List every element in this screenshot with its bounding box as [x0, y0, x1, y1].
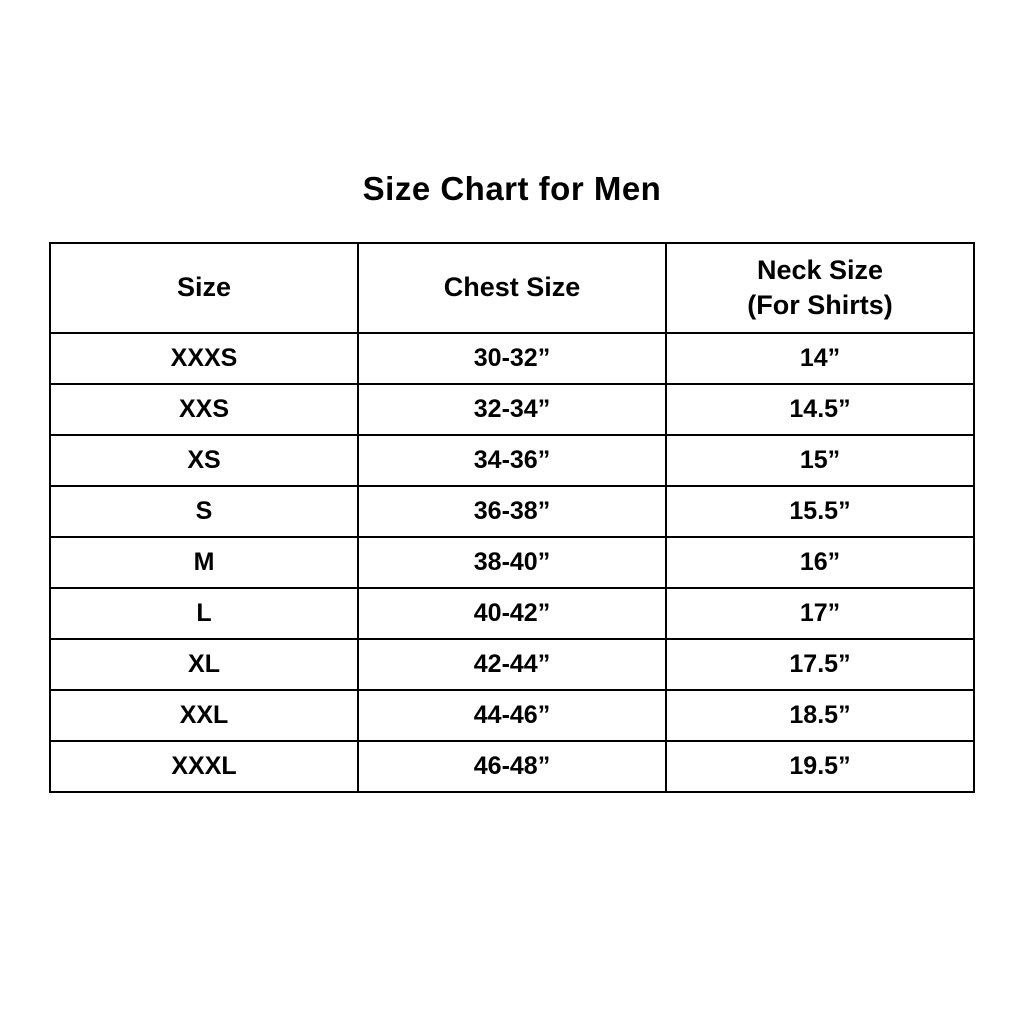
header-sublabel: (For Shirts) [747, 290, 893, 320]
chest-size-cell: 32-34” [358, 384, 666, 435]
header-label: Chest Size [443, 272, 581, 303]
chest-size-cell: 40-42” [358, 588, 666, 639]
size-chart-table [49, 242, 975, 793]
neck-size-cell: 17.5” [666, 639, 974, 690]
neck-size-cell: 15” [666, 435, 974, 486]
header-cell-size [50, 243, 358, 333]
size-cell: L [50, 588, 358, 639]
header-cell-chest-size [358, 243, 666, 333]
chest-size-cell: 42-44” [358, 639, 666, 690]
chest-size-cell: 44-46” [358, 690, 666, 741]
neck-size-cell: 16” [666, 537, 974, 588]
size-cell: XL [50, 639, 358, 690]
size-cell: XXXS [50, 333, 358, 384]
table-row [50, 486, 974, 537]
table-row [50, 384, 974, 435]
table-row [50, 588, 974, 639]
size-cell: XXS [50, 384, 358, 435]
chest-size-cell: 34-36” [358, 435, 666, 486]
header-label: Size [176, 272, 232, 303]
neck-size-cell: 14.5” [666, 384, 974, 435]
page-title: Size Chart for Men [362, 170, 662, 207]
chest-size-cell: 46-48” [358, 741, 666, 792]
neck-size-cell: 17” [666, 588, 974, 639]
table-row [50, 639, 974, 690]
table-row [50, 537, 974, 588]
size-cell: S [50, 486, 358, 537]
size-cell: XS [50, 435, 358, 486]
table-row [50, 333, 974, 384]
chest-size-cell: 38-40” [358, 537, 666, 588]
size-cell: XXL [50, 690, 358, 741]
chest-size-cell: 30-32” [358, 333, 666, 384]
table-row [50, 435, 974, 486]
neck-size-cell: 18.5” [666, 690, 974, 741]
table-row [50, 690, 974, 741]
chest-size-cell: 36-38” [358, 486, 666, 537]
neck-size-cell: 19.5” [666, 741, 974, 792]
header-label: Neck Size [756, 254, 884, 285]
header-cell-neck-size [666, 243, 974, 333]
table-header-row [50, 243, 974, 333]
neck-size-cell: 14” [666, 333, 974, 384]
neck-size-cell: 15.5” [666, 486, 974, 537]
size-cell: M [50, 537, 358, 588]
size-cell: XXXL [50, 741, 358, 792]
table-row [50, 741, 974, 792]
